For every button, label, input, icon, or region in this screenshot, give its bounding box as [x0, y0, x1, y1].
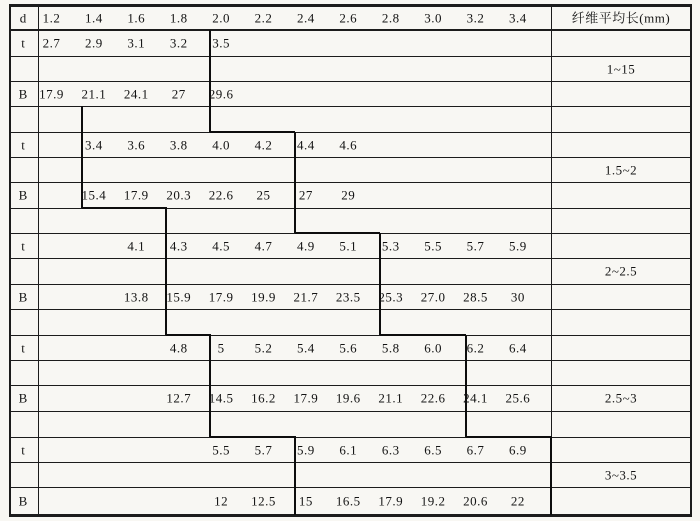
b-value-cell: 29: [341, 187, 356, 203]
staircase-line: [209, 30, 211, 132]
t-value-cell: 6.1: [339, 442, 358, 457]
b-value-cell: 24.1: [123, 86, 149, 101]
t-value-cell: 6.7: [466, 442, 485, 457]
staircase-line: [466, 436, 552, 438]
t-value-cell: 3.2: [169, 35, 188, 51]
grid-hline: [9, 335, 692, 336]
b-value-cell: 22.6: [208, 187, 234, 203]
staircase-line: [294, 132, 296, 233]
b-value-cell: 17.9: [208, 289, 234, 304]
b-value-cell: 25.3: [378, 289, 404, 304]
row-label-b: B: [18, 390, 28, 406]
staircase-line: [294, 437, 296, 515]
t-value-cell: 6.3: [381, 442, 400, 457]
b-value-cell: 17.9: [293, 390, 319, 406]
b-value-cell: 27: [298, 187, 313, 203]
fiber-range-cell: 1~15: [606, 61, 636, 76]
t-value-cell: 6.2: [466, 340, 485, 355]
t-value-cell: 6.9: [509, 442, 527, 457]
row-label-b: B: [18, 187, 28, 203]
t-value-cell: 2.7: [42, 35, 61, 51]
t-value-cell: 3.5: [212, 35, 230, 51]
t-value-cell: 4.0: [212, 137, 230, 152]
t-value-cell: 6.4: [509, 340, 527, 355]
column-header: 2.0: [212, 10, 230, 25]
b-value-cell: 25.6: [505, 390, 531, 406]
b-value-cell: 28.5: [463, 289, 488, 304]
t-value-cell: 5: [217, 340, 225, 355]
b-value-cell: 19.9: [251, 289, 276, 304]
row-label-t: t: [21, 340, 25, 355]
grid-hline: [9, 284, 692, 285]
t-value-cell: 5.2: [254, 340, 273, 355]
row-label-t: t: [21, 35, 25, 51]
fiber-range-cell: 1.5~2: [604, 162, 638, 177]
t-value-cell: 5.3: [381, 238, 400, 253]
grid-hline: [9, 514, 692, 517]
b-value-cell: 13.8: [123, 289, 149, 304]
b-value-cell: 21.7: [293, 289, 319, 304]
b-value-cell: 19.2: [420, 493, 446, 509]
grid-hline: [9, 132, 692, 133]
grid-hline: [9, 56, 692, 57]
grid-hline: [9, 4, 692, 7]
column-header: 2.4: [297, 10, 315, 25]
b-value-cell: 21.1: [81, 86, 107, 101]
b-value-cell: 30: [510, 289, 525, 304]
staircase-line: [82, 207, 167, 209]
b-value-cell: 15.9: [166, 289, 192, 304]
t-value-cell: 5.8: [381, 340, 400, 355]
b-value-cell: 25: [256, 187, 271, 203]
b-value-cell: 16.5: [335, 493, 361, 509]
staircase-line: [209, 335, 211, 437]
b-value-cell: 17.9: [39, 86, 64, 101]
grid-hline: [9, 157, 692, 158]
b-value-cell: 24.1: [463, 390, 488, 406]
grid-hline: [9, 437, 692, 438]
grid-hline: [9, 106, 692, 107]
staircase-line: [166, 334, 211, 336]
b-value-cell: 17.9: [123, 187, 149, 203]
row-label-b: B: [18, 289, 28, 304]
staircase-line: [380, 334, 466, 336]
column-header: 3.2: [466, 10, 485, 25]
column-header: 2.6: [339, 10, 358, 25]
staircase-line: [210, 131, 295, 133]
t-value-cell: 5.7: [466, 238, 485, 253]
b-value-cell: 12.7: [166, 390, 192, 406]
grid-vline: [9, 5, 11, 516]
column-header: 3.0: [424, 10, 442, 25]
t-value-cell: 3.6: [127, 137, 146, 152]
t-value-cell: 5.5: [212, 442, 230, 457]
t-value-cell: 4.1: [127, 238, 146, 253]
t-value-cell: 4.7: [254, 238, 273, 253]
b-value-cell: 20.6: [463, 493, 488, 509]
column-header: 1.2: [42, 10, 61, 25]
t-value-cell: 5.4: [297, 340, 315, 355]
t-value-cell: 4.3: [169, 238, 188, 253]
t-value-cell: 5.7: [254, 442, 273, 457]
grid-hline: [9, 258, 692, 259]
t-value-cell: 4.6: [339, 137, 358, 152]
b-value-cell: 15.4: [81, 187, 107, 203]
grid-hline: [9, 29, 692, 31]
column-header: 1.4: [85, 10, 103, 25]
staircase-line: [379, 233, 381, 335]
corner-label-d: d: [19, 10, 27, 25]
grid-hline: [9, 360, 692, 361]
fiber-range-cell: 2.5~3: [604, 390, 638, 406]
b-value-cell: 16.2: [251, 390, 276, 406]
b-value-cell: 12: [214, 493, 229, 509]
row-label-t: t: [21, 442, 25, 457]
grid-vline: [38, 5, 39, 515]
row-label-b: B: [18, 493, 28, 509]
row-label-t: t: [21, 238, 25, 253]
t-value-cell: 5.5: [424, 238, 442, 253]
column-header: 1.6: [127, 10, 146, 25]
grid-hline: [9, 487, 692, 488]
b-value-cell: 14.5: [208, 390, 234, 406]
fiber-length-header: 纤维平均长(mm): [571, 10, 671, 25]
grid-hline: [9, 81, 692, 82]
row-label-t: t: [21, 137, 25, 152]
t-value-cell: 4.2: [254, 137, 273, 152]
column-header: 2.8: [381, 10, 400, 25]
grid-hline: [9, 309, 692, 310]
column-header: 3.4: [509, 10, 527, 25]
grid-hline: [9, 385, 692, 386]
staircase-line: [210, 436, 296, 438]
grid-hline: [9, 182, 692, 183]
column-header: 1.8: [169, 10, 188, 25]
b-value-cell: 21.1: [378, 390, 404, 406]
b-value-cell: 15: [298, 493, 313, 509]
t-value-cell: 3.4: [85, 137, 103, 152]
staircase-line: [550, 437, 552, 515]
b-value-cell: 22.6: [420, 390, 446, 406]
t-value-cell: 4.5: [212, 238, 230, 253]
t-value-cell: 5.9: [509, 238, 527, 253]
t-value-cell: 4.9: [297, 238, 315, 253]
b-value-cell: 17.9: [378, 493, 404, 509]
staircase-line: [165, 208, 167, 335]
column-header: 2.2: [254, 10, 273, 25]
t-value-cell: 6.0: [424, 340, 442, 355]
t-value-cell: 4.8: [169, 340, 188, 355]
t-value-cell: 5.6: [339, 340, 358, 355]
t-value-cell: 6.5: [424, 442, 442, 457]
b-value-cell: 27.0: [420, 289, 446, 304]
grid-hline: [9, 411, 692, 412]
b-value-cell: 22: [510, 493, 525, 509]
t-value-cell: 5.1: [339, 238, 358, 253]
t-value-cell: 5.9: [297, 442, 315, 457]
b-value-cell: 29.6: [208, 86, 234, 101]
grid-vline: [690, 5, 692, 516]
staircase-line: [295, 232, 380, 234]
grid-hline: [9, 462, 692, 463]
b-value-cell: 19.6: [335, 390, 361, 406]
row-label-b: B: [18, 86, 28, 101]
b-value-cell: 27: [171, 86, 186, 101]
t-value-cell: 2.9: [85, 35, 103, 51]
t-value-cell: 4.4: [297, 137, 315, 152]
b-value-cell: 12.5: [251, 493, 276, 509]
t-value-cell: 3.8: [169, 137, 188, 152]
t-value-cell: 3.1: [127, 35, 146, 51]
fiber-range-cell: 3~3.5: [604, 467, 638, 482]
fiber-range-cell: 2~2.5: [604, 263, 638, 279]
b-value-cell: 20.3: [166, 187, 192, 203]
b-value-cell: 23.5: [335, 289, 361, 304]
